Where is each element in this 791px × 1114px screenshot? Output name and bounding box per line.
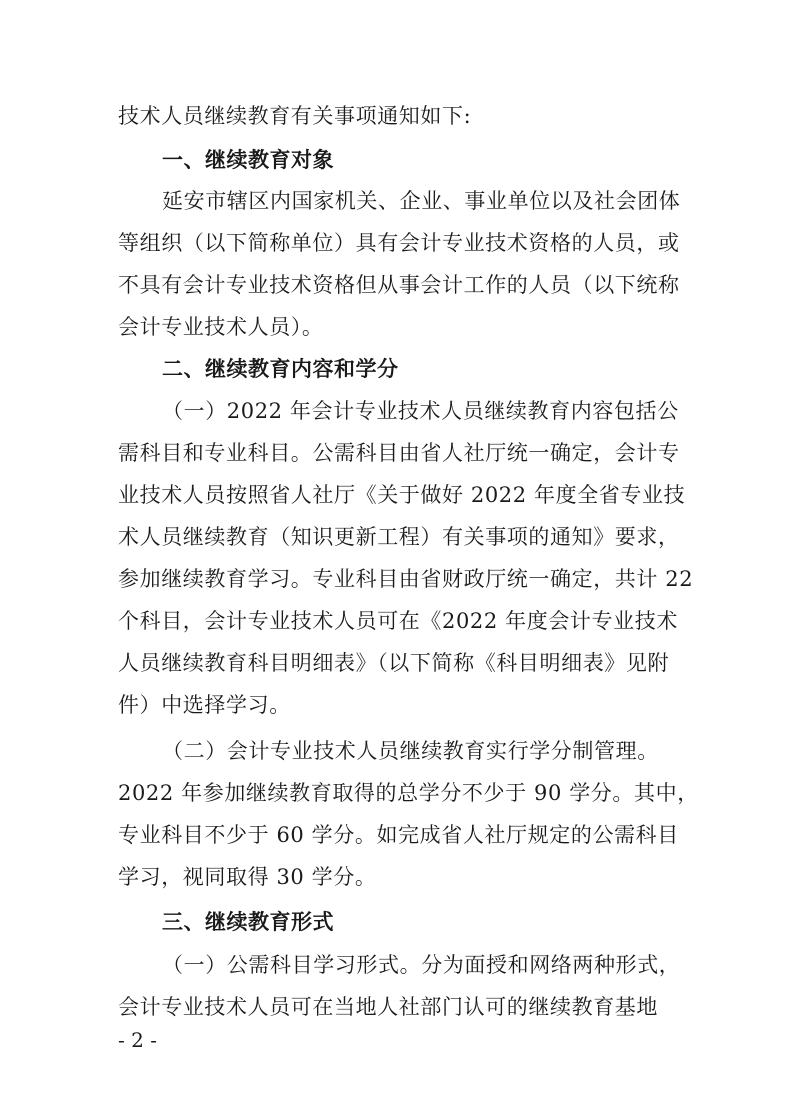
text-line-16: （二）会计专业技术人员继续教育实行学分制管理。 — [162, 739, 659, 763]
text-line-11: 术人员继续教育（知识更新工程）有关事项的通知》要求， — [118, 525, 680, 549]
text-line-21: （一）公需科目学习形式。分为面授和网络两种形式， — [162, 953, 681, 977]
text-line-8: （一）2022 年会计专业技术人员继续教育内容包括公 — [162, 399, 679, 423]
text-line-9: 需科目和专业科目。公需科目由省人社厅统一确定，会计专 — [118, 441, 680, 465]
text-line-13: 个科目，会计专业技术人员可在《2022 年度会计专业技术 — [118, 609, 678, 633]
section-heading-3: 三、继续教育形式 — [162, 910, 334, 934]
section-heading-1: 一、继续教育对象 — [162, 148, 334, 172]
text-line-14: 人员继续教育科目明细表》（以下简称《科目明细表》见附 — [118, 651, 670, 675]
text-line-17: 2022 年参加继续教育取得的总学分不少于 90 学分。其中， — [118, 781, 699, 805]
text-line-1: 技术人员继续教育有关事项通知如下: — [118, 104, 472, 128]
text-line-6: 会计专业技术人员）。 — [118, 315, 324, 339]
section-heading-2: 二、继续教育内容和学分 — [162, 357, 399, 381]
text-line-5: 不具有会计专业技术资格但从事会计工作的人员（以下统称 — [118, 273, 680, 297]
text-line-12: 参加继续教育学习。专业科目由省财政厅统一确定，共计 22 — [118, 567, 694, 591]
text-line-18: 专业科目不少于 60 学分。如完成省人社厅规定的公需科目 — [118, 823, 679, 847]
page-number: - 2 - — [118, 1028, 157, 1052]
text-line-15: 件）中选择学习。 — [118, 693, 291, 717]
text-line-19: 学习，视同取得 30 学分。 — [118, 865, 377, 889]
text-line-3: 延安市辖区内国家机关、企业、事业单位以及社会团体 — [162, 189, 681, 213]
text-line-4: 等组织（以下简称单位）具有会计专业技术资格的人员，或 — [118, 231, 680, 255]
text-line-10: 业技术人员按照省人社厅《关于做好 2022 年度全省专业技 — [118, 483, 686, 507]
text-line-22: 会计专业技术人员可在当地人社部门认可的继续教育基地 — [118, 995, 658, 1019]
